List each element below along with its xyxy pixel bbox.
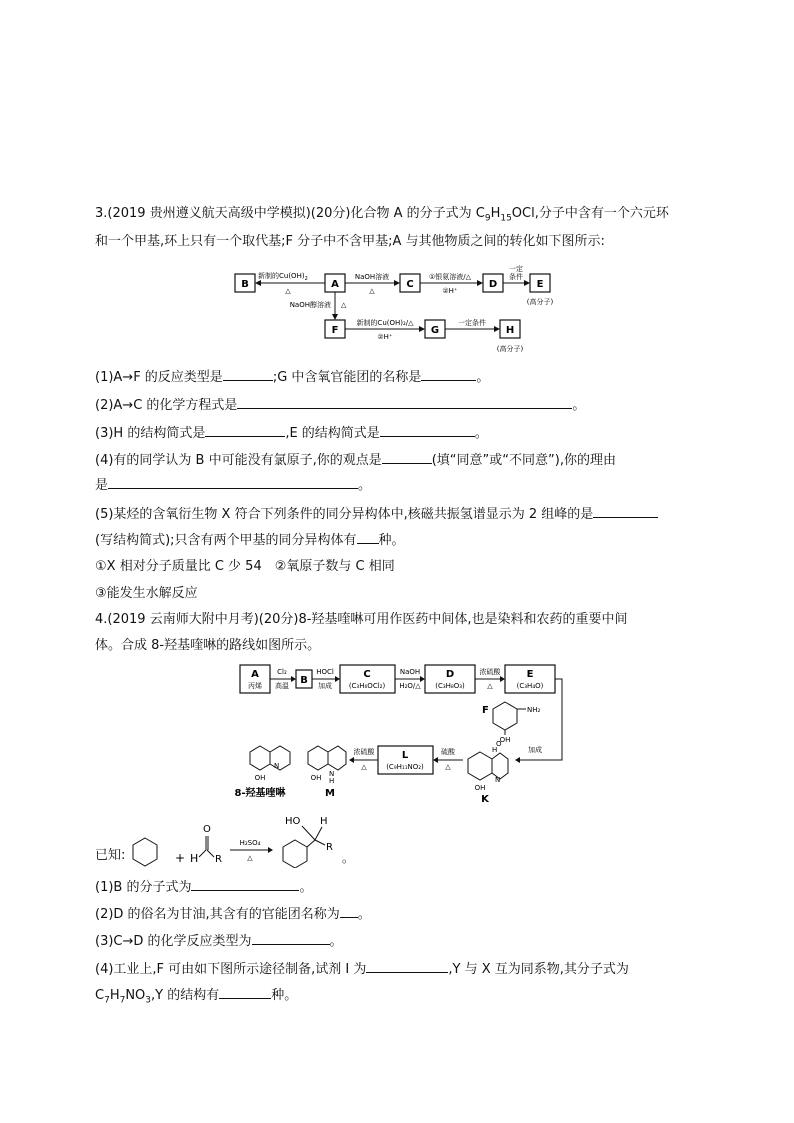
q3-reaction-scheme — [225, 262, 565, 362]
answer-blank[interactable] — [219, 984, 271, 999]
aldehyde-h: H — [190, 852, 199, 865]
box-C-label: C — [363, 669, 371, 680]
cond-A-B-top: Cl₂ — [277, 668, 287, 676]
q3-sub1: (1)A→F 的反应类型是 ;G 中含氧官能团的名称是 。 — [95, 366, 489, 388]
cond-A-C-top: NaOH溶液 — [354, 273, 390, 281]
known-cond-bottom: △ — [247, 854, 253, 862]
arrowhead-D-E — [524, 280, 530, 286]
cond-A-F-left: NaOH醇溶液 — [289, 301, 331, 309]
answer-blank[interactable] — [340, 903, 358, 918]
cond-A-B-bottom: 高温 — [275, 682, 289, 690]
box-F-label: F — [331, 325, 339, 336]
box-H-label: H — [505, 325, 515, 336]
q4-synthesis-scheme — [230, 660, 570, 805]
M-n: N — [329, 770, 335, 778]
Q-label: 8-羟基喹啉 — [234, 788, 286, 799]
answer-blank[interactable] — [108, 474, 358, 489]
box-E-label: E — [526, 669, 534, 680]
box-E-formula: (C₃H₄O) — [516, 682, 544, 690]
answer-blank[interactable] — [593, 503, 658, 518]
answer-blank[interactable] — [421, 366, 476, 381]
answer-blank[interactable] — [252, 930, 330, 945]
cond-D-E-top: 浓硫酸 — [479, 668, 501, 676]
arrowhead-B-C — [335, 676, 340, 682]
answer-blank[interactable] — [191, 876, 299, 891]
box-C-formula: (C₃H₆OCl₂) — [348, 682, 386, 690]
cond-K-L-bottom: △ — [445, 763, 451, 771]
arrowhead-F-G — [419, 326, 425, 332]
box-D-label: D — [445, 669, 455, 680]
q3-sub4-cont: 是 。 — [95, 474, 371, 496]
K-benzene-ring — [468, 752, 492, 780]
q3-condition-3: ③能发生水解反应 — [95, 586, 198, 601]
arrowhead-A-B — [291, 676, 296, 682]
q4-header: 4.(2019 云南师大附中月考)(20分)8-羟基喹啉可用作医药中间体,也是染料和农药的重要中间 — [95, 612, 628, 627]
arrowhead-C-D — [477, 280, 483, 286]
answer-blank[interactable] — [366, 958, 448, 973]
K-n: N — [495, 776, 501, 784]
box-B-label: B — [241, 279, 249, 290]
box-A-label: A — [251, 669, 259, 680]
q4-sub2: (2)D 的俗名为甘油,其含有的官能团名称为 。 — [95, 903, 371, 925]
product-bond-r — [315, 840, 325, 845]
K-label: K — [481, 794, 489, 805]
cond-D-E-top2: 条件 — [509, 273, 523, 281]
box-L-label: L — [401, 750, 409, 761]
cond-D-E-top1: 一定 — [509, 265, 523, 273]
K-h: H — [492, 746, 498, 754]
box-A-label: A — [331, 279, 339, 290]
arrowhead-A-B — [255, 280, 261, 286]
box-D-formula: (C₃H₈O₃) — [435, 682, 465, 690]
product-benzene-ring — [283, 840, 307, 868]
box-C-label: C — [406, 279, 414, 290]
cond-C-D-top: NaOH — [399, 668, 421, 676]
arrowhead-D-E — [500, 676, 505, 682]
cond-K-L-top: 硫酸 — [441, 748, 455, 756]
K-o: O — [496, 740, 502, 748]
answer-blank[interactable] — [205, 422, 285, 437]
cond-C-D-bottom: ②H⁺ — [442, 287, 458, 295]
cond-L-M-top: 浓硫酸 — [353, 748, 375, 756]
arrowhead-K-L — [433, 757, 438, 763]
Q-benzene-ring — [250, 746, 270, 770]
q3-header-line2: 和一个甲基,环上只有一个取代基;F 分子中不含甲基;A 与其他物质之间的转化如下图所示: — [95, 234, 605, 249]
q4-known-reaction — [130, 812, 360, 868]
product-bond — [307, 840, 315, 847]
product-r: R — [326, 842, 333, 853]
arrowhead-L-M — [349, 757, 354, 763]
box-A-name: 丙烯 — [248, 682, 262, 690]
arrowhead-G-H — [494, 326, 500, 332]
known-cond-top: H₂SO₄ — [239, 839, 261, 847]
q3-sub5: (5)某烃的含氧衍生物 X 符合下列条件的同分异构体中,核磁共振氢谱显示为 2 组峰的是 — [95, 503, 658, 525]
M-oh: OH — [310, 774, 322, 782]
box-B-label: B — [300, 675, 308, 686]
cond-C-D-top: ①银氨溶液/△ — [428, 273, 472, 281]
product-bond-h — [315, 827, 322, 840]
answer-blank[interactable] — [223, 366, 273, 381]
q4-known-label: 已知: — [95, 848, 126, 863]
Q-n: N — [274, 762, 280, 770]
known-end: 。 — [342, 851, 355, 865]
q4-sub4: (4)工业上,F 可由如下图所示途径制备,试剂 I 为 ,Y 与 X 互为同系物,其分子式为 — [95, 958, 629, 980]
aldehyde-bond-h — [199, 850, 206, 857]
answer-blank[interactable] — [380, 422, 475, 437]
cond-C-D-bottom: H₂O/△ — [399, 682, 421, 690]
aldehyde-o: O — [203, 824, 211, 835]
F-nh2: NH₂ — [527, 706, 541, 714]
cond-A-B-bottom: △ — [285, 287, 291, 295]
q3-sub3: (3)H 的结构简式是 ,E 的结构简式是 。 — [95, 422, 488, 444]
M-h: H — [329, 777, 335, 785]
aldehyde-r: R — [215, 854, 222, 865]
arrowhead-E-K — [515, 757, 520, 763]
answer-blank[interactable] — [382, 449, 432, 464]
M-benzene-ring — [308, 746, 328, 770]
cond-A-F-right: △ — [341, 301, 347, 309]
cond-F-G-bottom: ②H⁺ — [377, 333, 393, 341]
note-H: (高分子) — [496, 345, 524, 353]
plus-sign: + — [175, 851, 186, 865]
benzene-ring — [133, 838, 157, 866]
M-label: M — [325, 788, 335, 799]
answer-blank[interactable] — [237, 394, 572, 409]
Q-pyridine-ring — [270, 746, 290, 770]
F-label: F — [482, 705, 489, 716]
q3-sub2: (2)A→C 的化学方程式是 。 — [95, 394, 585, 416]
arrowhead-A-F — [332, 314, 338, 320]
q3-condition-1-2: ①X 相对分子质量比 C 少 54 ②氧原子数与 C 相同 — [95, 559, 395, 574]
arrowhead-A-C — [394, 280, 400, 286]
q4-header-line2: 体。合成 8-羟基喹啉的路线如图所示。 — [95, 638, 321, 653]
box-E-label: E — [536, 279, 544, 290]
cond-B-C-bottom: 加成 — [318, 682, 332, 690]
aldehyde-bond-r — [207, 850, 214, 857]
cond-L-M-bottom: △ — [361, 763, 367, 771]
cond-A-B-top: 新制的$Cu(OH)_2$ — [258, 272, 308, 282]
product-bond-ho — [302, 826, 315, 840]
q4-sub4-cont: $C_7H_7NO_3,Y$ 的结构有 种。 — [95, 984, 297, 1011]
box-D-label: D — [488, 279, 498, 290]
product-h: H — [320, 816, 328, 827]
answer-blank[interactable] — [357, 529, 379, 544]
Q-oh: OH — [254, 774, 266, 782]
cond-G-H-top: 一定条件 — [458, 319, 486, 327]
K-oh: OH — [474, 784, 486, 792]
note-E: (高分子) — [526, 298, 554, 306]
cond-A-C-bottom: △ — [369, 287, 375, 295]
q3-header: 3.(2019 贵州遵义航天高级中学模拟)(20分)化合物 A 的分子式为 $C_9H_{15}OCl$,分子中含有一个六元环 — [95, 206, 669, 224]
F-oh: OH — [499, 736, 511, 744]
reaction-arrowhead — [268, 847, 273, 853]
M-side-ring — [328, 746, 346, 770]
q3-sub5-cont: (写结构简式);只含有两个甲基的同分异构体有 种。 — [95, 529, 405, 551]
cond-addition: 加成 — [528, 746, 542, 754]
q4-sub1: (1)B 的分子式为 。 — [95, 876, 312, 898]
box-G-label: G — [430, 325, 440, 336]
cond-F-G-top: 新制的Cu(OH)₂/△ — [356, 319, 414, 327]
cond-D-E-bottom: △ — [487, 682, 493, 690]
arrowhead-C-D — [420, 676, 425, 682]
q4-sub3: (3)C→D 的化学反应类型为 。 — [95, 930, 343, 952]
box-L-formula: (C₉H₁₁NO₂) — [386, 763, 424, 771]
q3-sub4: (4)有的同学认为 B 中可能没有氯原子,你的观点是 (填“同意”或“不同意”),你的理由 — [95, 449, 616, 471]
cond-B-C-top: HOCl — [316, 668, 334, 676]
product-ho: HO — [285, 816, 301, 827]
F-benzene-ring — [493, 702, 517, 730]
